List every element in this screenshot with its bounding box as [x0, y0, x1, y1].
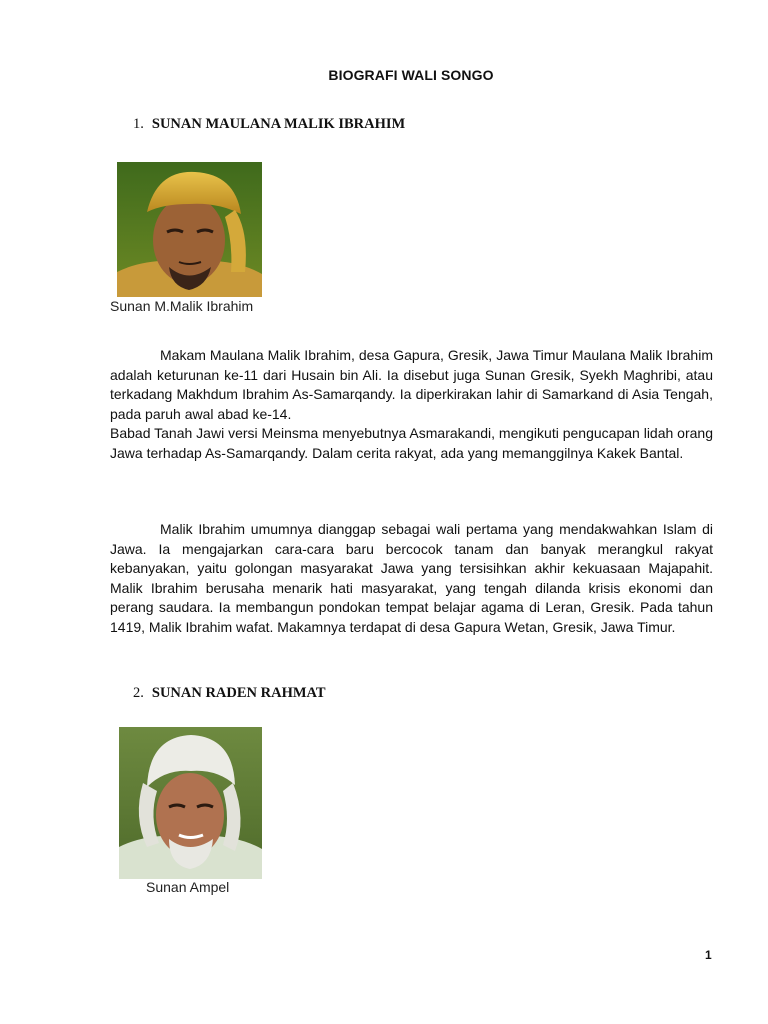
portrait-raden-rahmat-image: [119, 727, 262, 879]
section-heading-2: [133, 685, 326, 702]
portrait-malik-ibrahim: [117, 162, 262, 297]
paragraph: Babad Tanah Jawi versi Meinsma menyebutnya Asmarakandi, mengikuti pengucapan lidah orang Jawa terhadap As-Samarqandy. Dalam cerita rakyat, ada yang memanggilnya Kakek Bantal.: [110, 425, 713, 461]
paragraph-text: Makam Maulana Malik Ibrahim, desa Gapura, Gresik, Jawa Timur Maulana Malik Ibrahim adalah keturunan ke-11 dari Husain bin Ali. Ia disebut juga Sunan Gresik, Syekh Maghribi, atau terkadang Makhdum Ibrahim As-Samarqandy. Ia diperkirakan lahir di Samarkand di Asia Tengah, pada paruh awal abad ke-14.: [110, 347, 713, 422]
section-heading-1: [133, 116, 405, 133]
portrait-caption: Sunan Ampel: [146, 879, 230, 895]
paragraph: [110, 520, 713, 638]
portrait-caption: Sunan M.Malik Ibrahim: [110, 298, 254, 314]
portrait-malik-ibrahim-image: [117, 162, 262, 297]
section-title: SUNAN MAULANA MALIK IBRAHIM: [151, 116, 406, 132]
section-title: SUNAN RADEN RAHMAT: [151, 685, 326, 701]
section-number: 2.: [133, 685, 144, 701]
page-number: 1: [705, 948, 712, 962]
paragraph: [110, 346, 713, 424]
portrait-raden-rahmat: [119, 727, 262, 879]
section-number: 1.: [133, 116, 144, 132]
paragraph-text: Malik Ibrahim umumnya dianggap sebagai wali pertama yang mendakwahkan Islam di Jawa. Ia mengajarkan cara-cara baru bercocok tanam dan banyak merangkul rakyat kebanyakan, yaitu golongan masyarakat Jawa yang tersisihkan akhir kekuasaan Majapahit. Malik Ibrahim berusaha menarik hati masyarakat, yang tengah dilanda krisis ekonomi dan perang saudara. Ia membangun pondokan tempat belajar agama di Leran, Gresik. Pada tahun 1419, Malik Ibrahim wafat. Makamnya terdapat di desa Gapura Wetan, Gresik, Jawa Timur.: [110, 521, 713, 635]
document-title: BIOGRAFI WALI SONGO: [328, 67, 494, 83]
